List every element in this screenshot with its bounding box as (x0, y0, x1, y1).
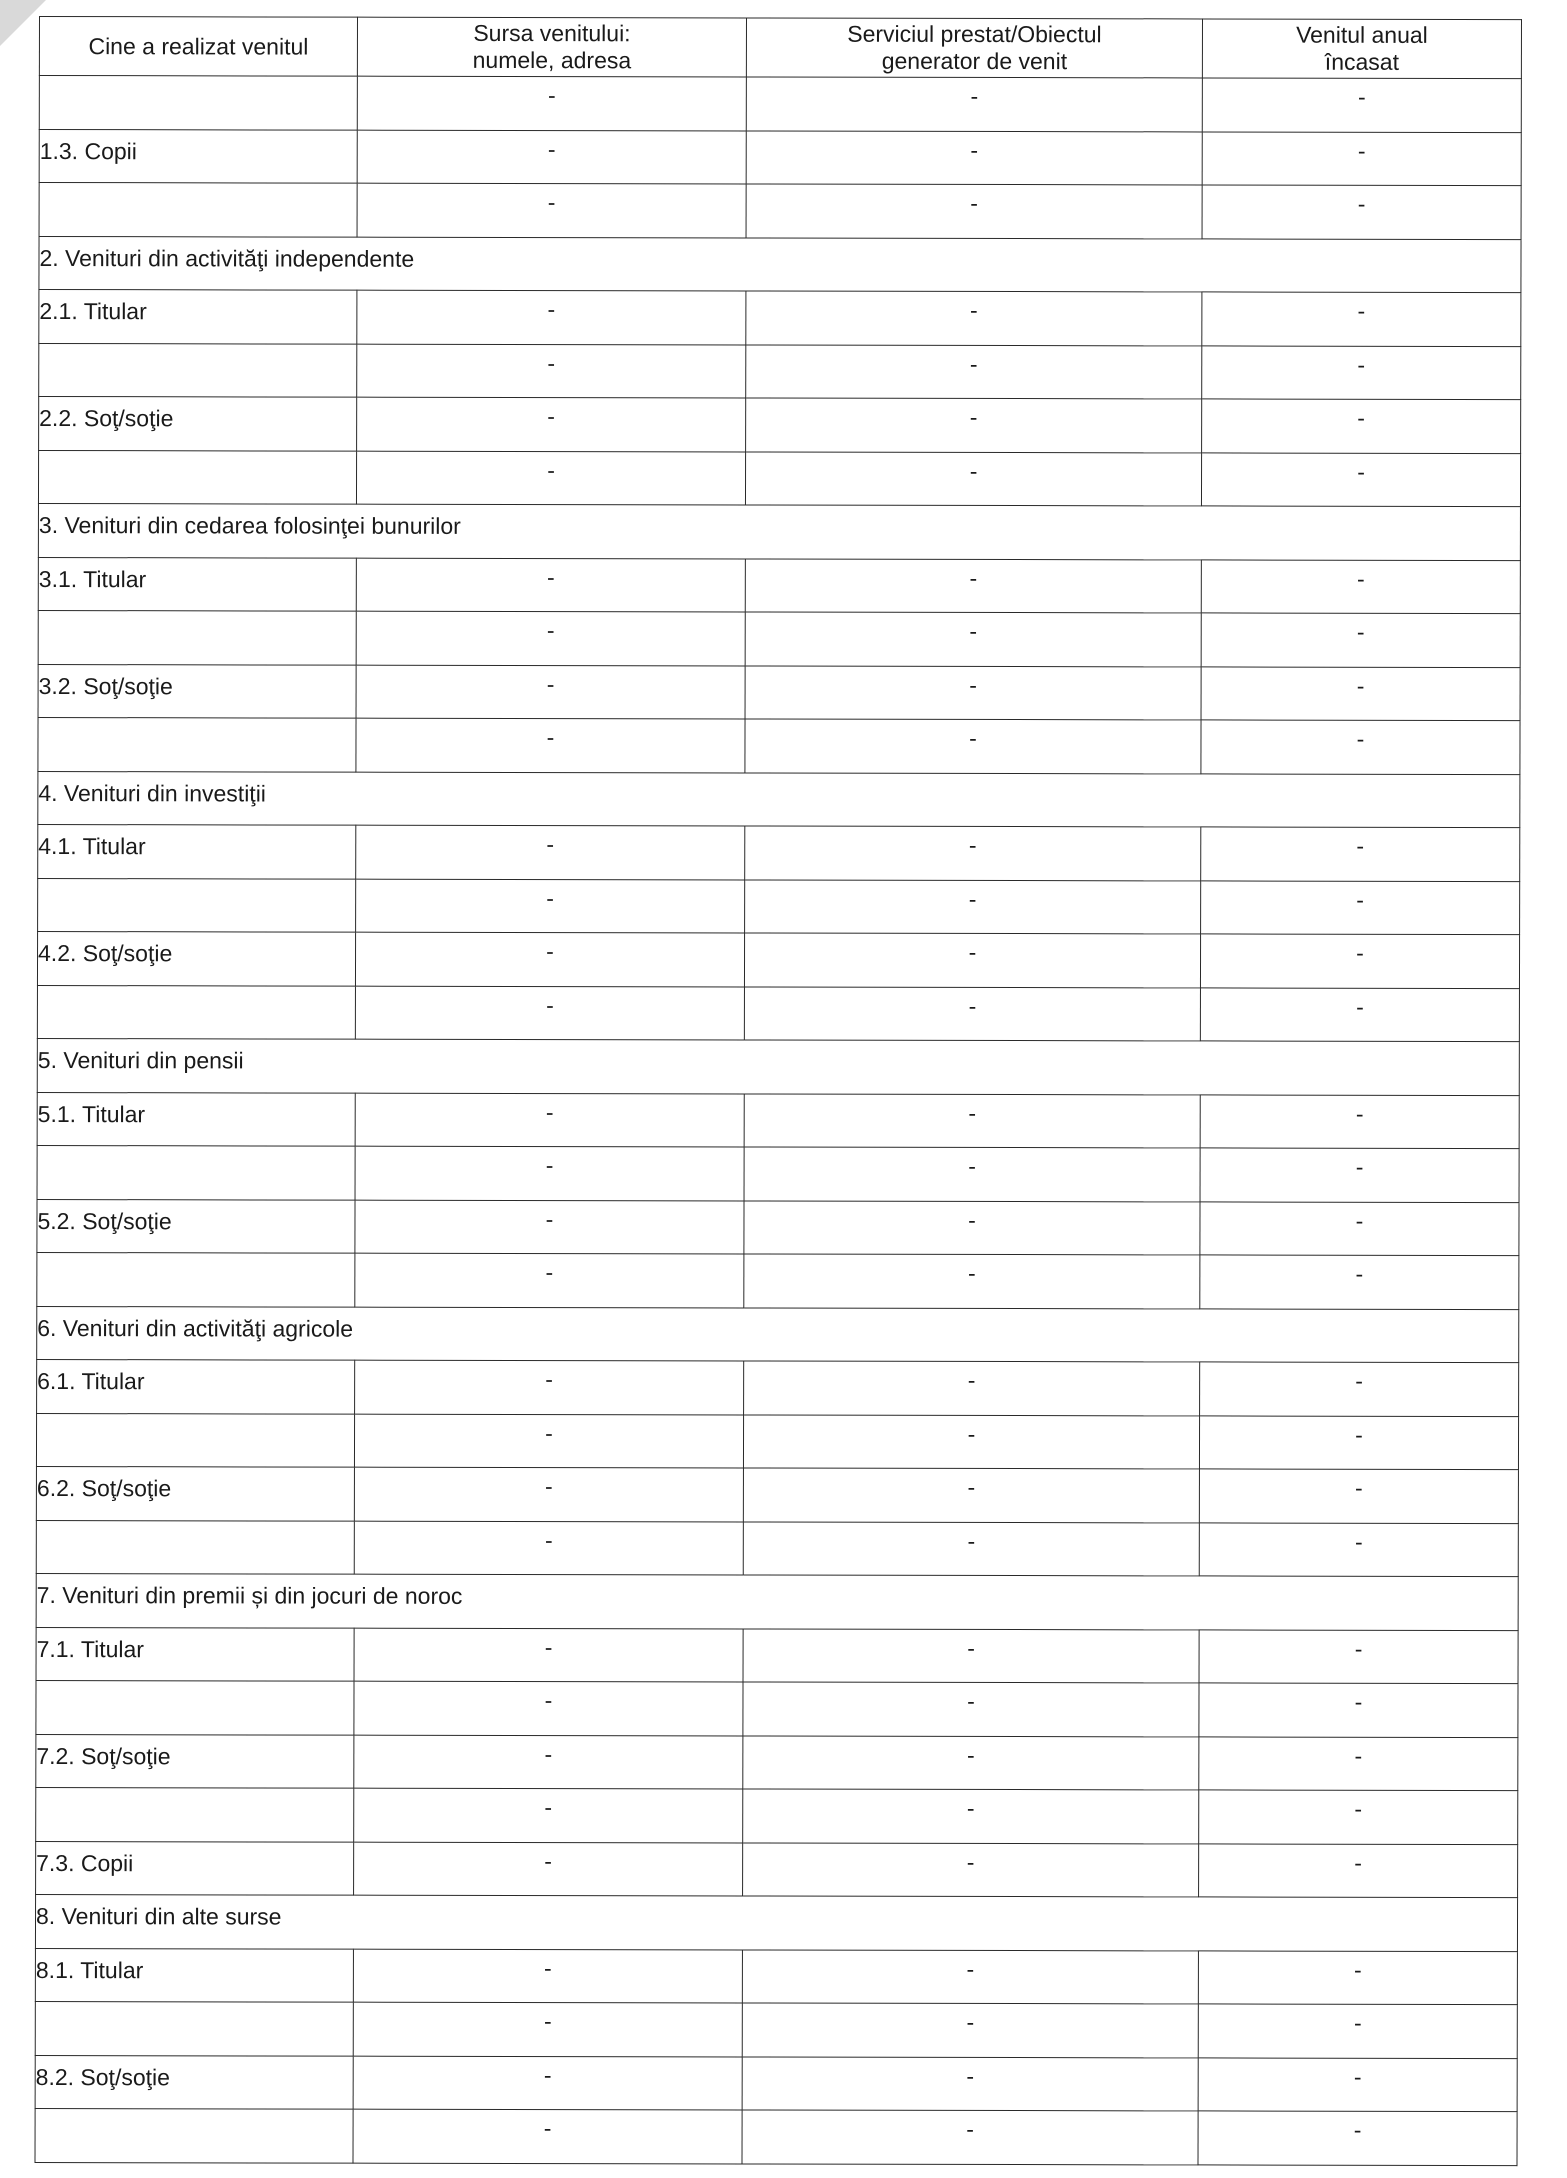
row-label: 5.2. Soţ/soţie (37, 1199, 355, 1253)
source-cell: - (356, 611, 745, 665)
income-cell: - (1200, 1362, 1519, 1416)
source-cell: - (356, 879, 745, 933)
service-cell: - (744, 1254, 1200, 1308)
table-row (38, 717, 1520, 774)
service-cell: - (743, 1789, 1199, 1843)
section-row (37, 1306, 1519, 1363)
row-label: 3.2. Soţ/soţie (38, 664, 356, 718)
table-row (39, 183, 1521, 240)
source-cell: - (356, 451, 745, 505)
row-label (39, 76, 357, 130)
row-label: 5.1. Titular (37, 1092, 355, 1146)
table-row (39, 76, 1521, 133)
row-label (39, 183, 357, 237)
source-cell: - (357, 183, 746, 237)
row-label (38, 878, 356, 932)
table-row (38, 878, 1520, 935)
income-cell: - (1202, 185, 1521, 239)
income-cell: - (1198, 2004, 1517, 2058)
header-source-line2: numele, adresa (472, 46, 632, 74)
income-cell: - (1201, 559, 1520, 613)
table-row (38, 450, 1520, 507)
source-cell: - (354, 1735, 743, 1789)
income-cell: - (1198, 1950, 1517, 2004)
service-cell: - (743, 1414, 1199, 1468)
table-row (36, 1627, 1518, 1684)
section-row (38, 503, 1520, 560)
row-label: 6.2. Soţ/soţie (36, 1466, 354, 1520)
header-service (746, 18, 1202, 78)
section-row (36, 1573, 1518, 1630)
table-row (36, 1466, 1518, 1523)
table-row (35, 2055, 1517, 2112)
source-cell: - (354, 1788, 743, 1842)
table-body (35, 76, 1521, 2166)
table-row (36, 1413, 1518, 1470)
service-cell: - (744, 1147, 1200, 1201)
source-cell: - (356, 558, 745, 612)
source-cell: - (355, 1253, 744, 1307)
table-row (37, 931, 1519, 988)
row-label (35, 2108, 353, 2162)
service-cell: - (746, 184, 1202, 238)
service-cell: - (743, 1628, 1199, 1682)
service-cell: - (743, 1521, 1199, 1575)
income-cell: - (1202, 78, 1521, 132)
income-cell: - (1199, 1843, 1518, 1897)
source-cell: - (353, 1949, 742, 2003)
header-service-line1: Serviciul prestat/Obiectul (847, 20, 1102, 48)
source-cell: - (355, 986, 744, 1040)
section-row (35, 1894, 1517, 1951)
source-cell: - (354, 1628, 743, 1682)
source-cell: - (357, 130, 746, 184)
section-row (38, 771, 1520, 828)
section-heading: 3. Venituri din cedarea folosinţei bunurilor (38, 503, 1520, 560)
service-cell: - (744, 986, 1200, 1040)
row-label: 4.1. Titular (38, 824, 356, 878)
source-cell: - (354, 1521, 743, 1575)
header-income-line2: încasat (1324, 48, 1400, 75)
row-label (37, 1145, 355, 1199)
service-cell: - (745, 719, 1201, 773)
income-cell: - (1201, 720, 1520, 774)
service-cell: - (742, 1949, 1198, 2003)
income-cell: - (1198, 2111, 1517, 2165)
row-label (39, 343, 357, 397)
service-cell: - (745, 451, 1201, 505)
section-heading: 7. Venituri din premii și din jocuri de noroc (36, 1573, 1518, 1630)
row-label: 2.2. Soţ/soţie (39, 397, 357, 451)
source-cell: - (353, 2002, 742, 2056)
row-label (37, 1252, 355, 1306)
source-cell: - (357, 290, 746, 344)
income-cell: - (1198, 2057, 1517, 2111)
source-cell: - (357, 76, 746, 130)
service-cell: - (742, 2056, 1198, 2110)
source-cell: - (356, 718, 745, 772)
header-service-line2: generator de venit (881, 47, 1068, 75)
table-row (39, 290, 1521, 347)
income-cell: - (1200, 1148, 1519, 1202)
source-cell: - (354, 1414, 743, 1468)
income-cell: - (1201, 452, 1520, 506)
row-label: 7.3. Copii (36, 1841, 354, 1895)
table-row (38, 610, 1520, 667)
income-cell: - (1199, 1522, 1518, 1576)
service-cell: - (746, 77, 1202, 131)
income-cell: - (1202, 292, 1521, 346)
service-cell: - (746, 398, 1202, 452)
row-label: 6.1. Titular (37, 1359, 355, 1413)
income-cell: - (1202, 399, 1521, 453)
source-cell: - (355, 1360, 744, 1414)
service-cell: - (742, 2110, 1198, 2164)
income-cell: - (1199, 1683, 1518, 1737)
header-source (357, 17, 746, 77)
section-heading: 5. Venituri din pensii (37, 1038, 1519, 1095)
row-label (38, 450, 356, 504)
source-cell: - (355, 1146, 744, 1200)
table-row (37, 1199, 1519, 1256)
row-label (38, 610, 356, 664)
header-source-line1: Sursa venitului: (473, 19, 631, 47)
source-cell: - (354, 1467, 743, 1521)
service-cell: - (744, 933, 1200, 987)
income-cell: - (1201, 880, 1520, 934)
service-cell: - (746, 130, 1202, 184)
source-cell: - (356, 825, 745, 879)
income-cell: - (1200, 1255, 1519, 1309)
row-label: 2.1. Titular (39, 290, 357, 344)
income-table (35, 16, 1522, 2166)
income-cell: - (1201, 666, 1520, 720)
row-label: 8.1. Titular (35, 1948, 353, 2002)
table-row (37, 1145, 1519, 1202)
income-cell: - (1200, 934, 1519, 988)
source-cell: - (353, 2109, 742, 2163)
service-cell: - (743, 1468, 1199, 1522)
source-cell: - (354, 1842, 743, 1896)
header-who-text: Cine a realizat venitul (88, 32, 309, 60)
service-cell: - (745, 826, 1201, 880)
service-cell: - (743, 1682, 1199, 1736)
income-cell: - (1200, 1094, 1519, 1148)
source-cell: - (357, 344, 746, 398)
income-cell: - (1200, 1201, 1519, 1255)
table-row (38, 664, 1520, 721)
service-cell: - (745, 665, 1201, 719)
service-cell: - (746, 344, 1202, 398)
income-cell: - (1202, 345, 1521, 399)
table-header (39, 17, 1521, 79)
service-cell: - (746, 291, 1202, 345)
table-row (36, 1680, 1518, 1737)
source-cell: - (353, 2056, 742, 2110)
service-cell: - (742, 2003, 1198, 2057)
income-cell: - (1202, 131, 1521, 185)
source-cell: - (355, 1093, 744, 1147)
source-cell: - (357, 397, 746, 451)
row-label (36, 1413, 354, 1467)
table-row (37, 1359, 1519, 1416)
income-cell: - (1199, 1415, 1518, 1469)
income-cell: - (1201, 613, 1520, 667)
table-row (37, 1092, 1519, 1149)
service-cell: - (744, 1093, 1200, 1147)
table-row (36, 1787, 1518, 1844)
row-label (36, 1787, 354, 1841)
income-cell: - (1199, 1469, 1518, 1523)
service-cell: - (744, 1200, 1200, 1254)
income-cell: - (1199, 1790, 1518, 1844)
section-heading: 8. Venituri din alte surse (35, 1894, 1517, 1951)
row-label (36, 1520, 354, 1574)
section-row (39, 236, 1521, 293)
row-label: 4.2. Soţ/soţie (37, 931, 355, 985)
income-cell: - (1200, 987, 1519, 1041)
table-row (37, 1252, 1519, 1309)
source-cell: - (356, 665, 745, 719)
row-label (38, 717, 356, 771)
header-income-line1: Venitul anual (1296, 21, 1428, 48)
table-row (38, 557, 1520, 614)
section-row (37, 1038, 1519, 1095)
row-label: 3.1. Titular (38, 557, 356, 611)
table-row (38, 824, 1520, 881)
table-row (35, 2001, 1517, 2058)
table-row (36, 1841, 1518, 1898)
table-row (35, 1948, 1517, 2005)
header-income (1202, 19, 1521, 79)
service-cell: - (745, 612, 1201, 666)
service-cell: - (743, 1735, 1199, 1789)
row-label: 8.2. Soţ/soţie (35, 2055, 353, 2109)
table-row (39, 129, 1521, 186)
row-label (35, 2001, 353, 2055)
table-row (39, 343, 1521, 400)
row-label: 7.2. Soţ/soţie (36, 1734, 354, 1788)
source-cell: - (354, 1681, 743, 1735)
row-label: 7.1. Titular (36, 1627, 354, 1681)
service-cell: - (745, 879, 1201, 933)
section-heading: 6. Venituri din activităţi agricole (37, 1306, 1519, 1363)
service-cell: - (743, 1842, 1199, 1896)
header-row (39, 17, 1521, 79)
section-heading: 4. Venituri din investiţii (38, 771, 1520, 828)
row-label (36, 1680, 354, 1734)
table-row (35, 2108, 1517, 2165)
table-row (39, 397, 1521, 454)
section-heading: 2. Venituri din activităţi independente (39, 236, 1521, 293)
income-cell: - (1199, 1736, 1518, 1790)
table-row (36, 1520, 1518, 1577)
service-cell: - (744, 1361, 1200, 1415)
header-who (39, 17, 357, 77)
table-row (37, 985, 1519, 1042)
income-cell: - (1199, 1629, 1518, 1683)
row-label (37, 985, 355, 1039)
source-cell: - (355, 1200, 744, 1254)
income-cell: - (1201, 827, 1520, 881)
service-cell: - (745, 558, 1201, 612)
row-label: 1.3. Copii (39, 129, 357, 183)
table-row (36, 1734, 1518, 1791)
source-cell: - (355, 932, 744, 986)
